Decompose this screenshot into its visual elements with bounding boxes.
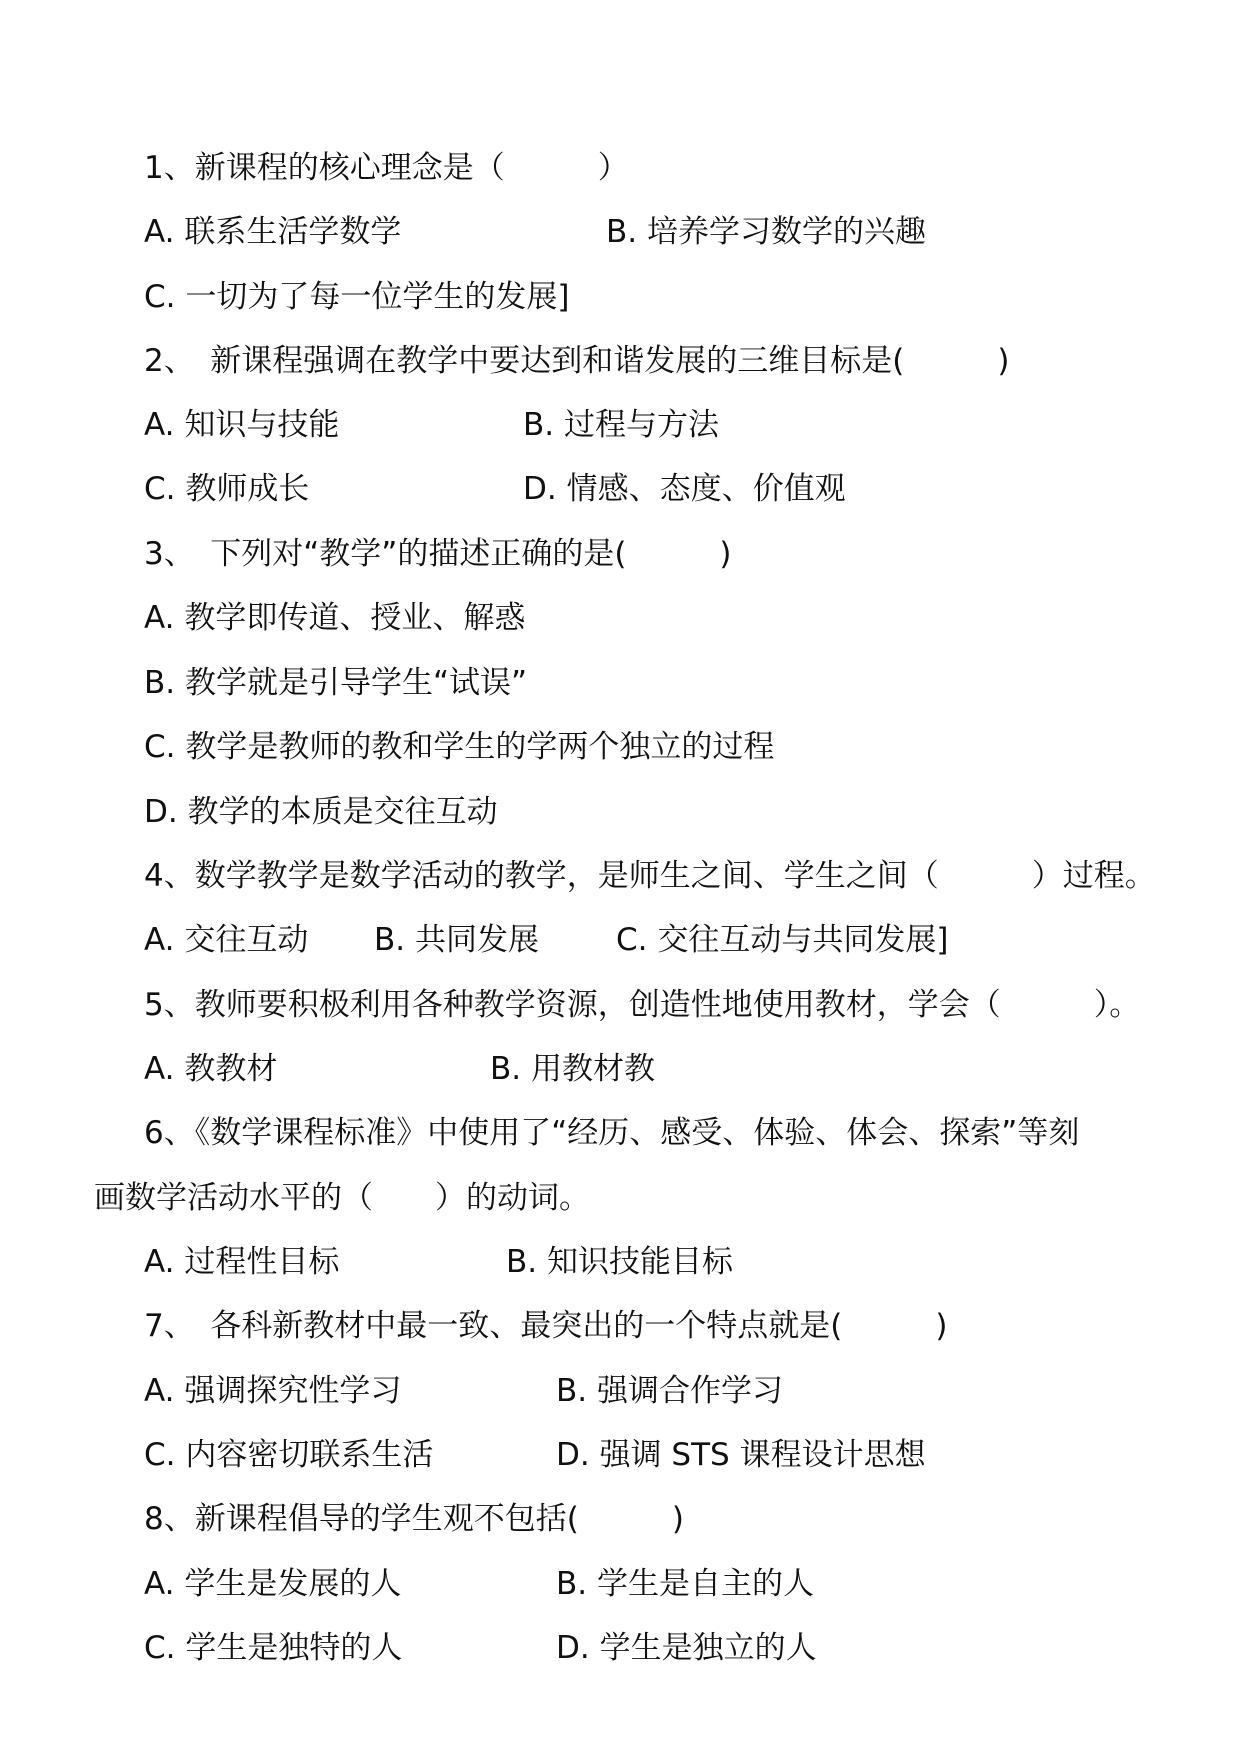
question-2-option-a: A. 知识与技能 (144, 407, 340, 443)
question-5-option-a: A. 教教材 (144, 1051, 278, 1087)
question-7-option-a: A. 强调探究性学习 (144, 1373, 402, 1409)
question-1-option-a: A. 联系生活学数学 (144, 214, 402, 250)
question-2-option-b: B. 过程与方法 (523, 407, 719, 443)
question-3-option-d: D. 教学的本质是交往互动 (144, 794, 498, 830)
question-1-stem: 1、新课程的核心理念是（ ） (144, 150, 629, 186)
question-8-option-b: B. 学生是自主的人 (556, 1566, 814, 1602)
question-7-option-b: B. 强调合作学习 (556, 1373, 783, 1409)
question-8-option-d: D. 学生是独立的人 (556, 1630, 817, 1666)
question-6-option-a: A. 过程性目标 (144, 1244, 340, 1280)
question-8-option-a: A. 学生是发展的人 (144, 1566, 402, 1602)
question-2-option-d: D. 情感、态度、价值观 (523, 471, 846, 507)
question-5-option-b: B. 用教材教 (490, 1051, 655, 1087)
question-4-stem: 4、数学教学是数学活动的教学，是师生之间、学生之间（ ）过程。 (144, 858, 1156, 894)
question-7-option-d: D. 强调 STS 课程设计思想 (556, 1437, 926, 1473)
question-2-stem: 2、 新课程强调在教学中要达到和谐发展的三维目标是( ) (144, 343, 1010, 379)
question-6-stem-line-1: 6、《数学课程标准》中使用了“经历、感受、体验、体会、探索”等刻 (144, 1115, 1080, 1151)
question-4-option-a: A. 交往互动 (144, 922, 309, 958)
question-7-stem: 7、 各科新教材中最一致、最突出的一个特点就是( ) (144, 1308, 948, 1344)
question-7-option-c: C. 内容密切联系生活 (144, 1437, 434, 1473)
question-6-stem-line-2: 画数学活动水平的（ ）的动词。 (94, 1180, 590, 1216)
question-8-option-c: C. 学生是独特的人 (144, 1630, 403, 1666)
question-4-option-b: B. 共同发展 (374, 922, 539, 958)
question-5-stem: 5、教师要积极利用各种教学资源，创造性地使用教材，学会（ ）。 (144, 987, 1141, 1023)
question-4-option-c: C. 交往互动与共同发展] (616, 922, 949, 958)
question-1-option-b: B. 培养学习数学的兴趣 (606, 214, 926, 250)
question-1-option-c: C. 一切为了每一位学生的发展] (144, 279, 570, 315)
question-6-option-b: B. 知识技能目标 (506, 1244, 733, 1280)
question-3-option-c: C. 教学是教师的教和学生的学两个独立的过程 (144, 729, 775, 765)
question-3-option-a: A. 教学即传道、授业、解惑 (144, 600, 526, 636)
question-3-option-b: B. 教学就是引导学生“试误” (144, 665, 528, 701)
question-8-stem: 8、新课程倡导的学生观不包括( ) (144, 1501, 684, 1537)
question-3-stem: 3、 下列对“教学”的描述正确的是( ) (144, 536, 732, 572)
question-2-option-c: C. 教师成长 (144, 471, 310, 507)
